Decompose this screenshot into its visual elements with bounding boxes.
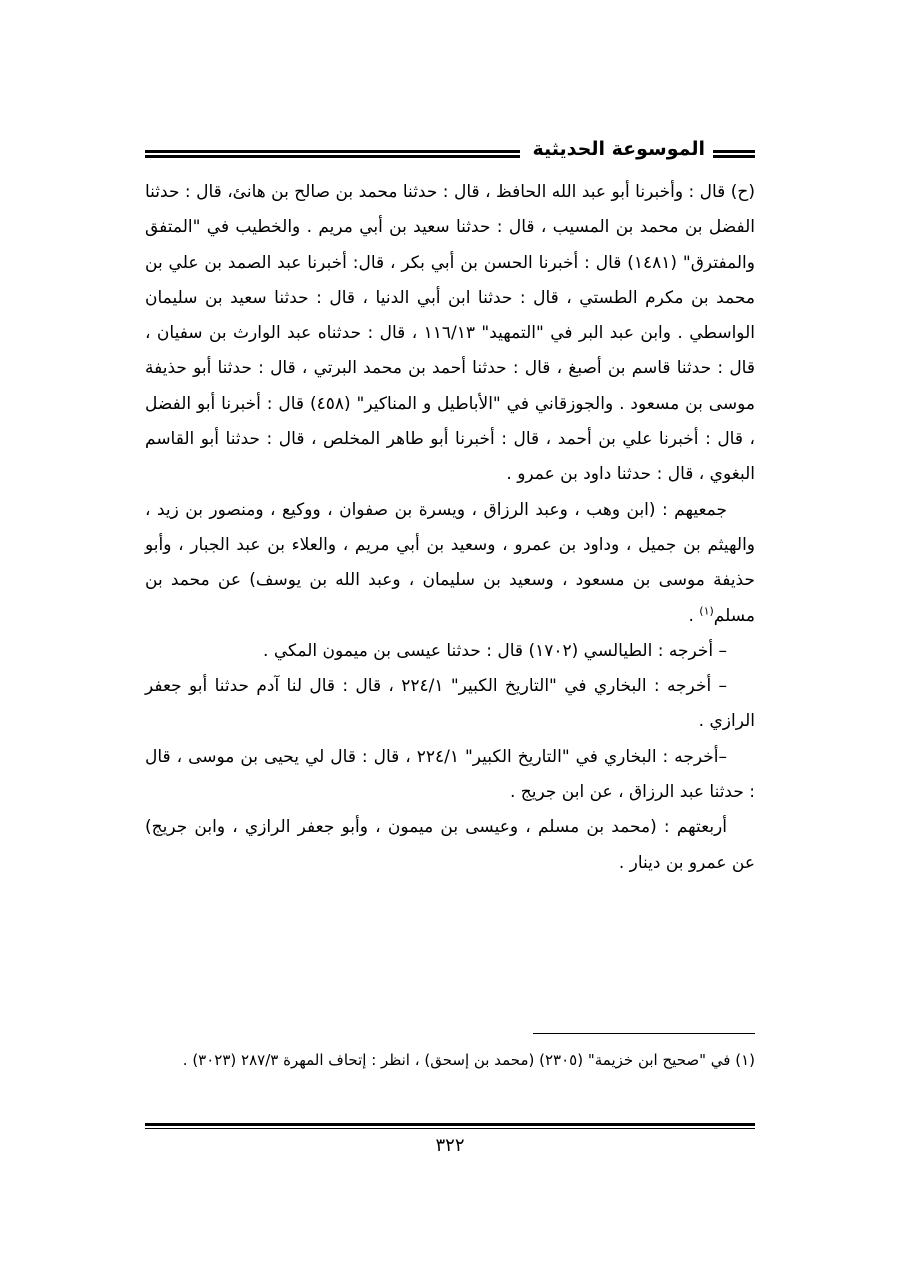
footnote-separator	[533, 1033, 755, 1034]
paragraph-narrators-text: جمعيهم : (ابن وهب ، وعبد الرزاق ، ويسرة بن صفوان ، ووكيع ، ومنصور بن زيد ، والهيثم بن جميل ، وداود بن عمرو ، وسعيد بن أبي مريم ، والعلاء بن عبد الجبار ، وأبو حذيفة موسى بن مسعود ، وسعيد بن سليمان ، وعبد الله بن يوسف) عن محمد بن مسلم	[145, 499, 755, 626]
bottom-rule	[145, 1123, 755, 1129]
paragraph-narrators-end: .	[688, 605, 700, 626]
paragraph-four-narrators: أربعتهم : (محمد بن مسلم ، وعيسى بن ميمون ، وأبو جعفر الرازي ، وابن جريج) عن عمرو بن دينار .	[145, 817, 755, 873]
document-page	[145, 140, 755, 1190]
paragraph-takhrij-bukhari-2: –أخرجه : البخاري في "التاريخ الكبير" ٢٢٤/١ ، قال : قال لي يحيى بن موسى ، قال : حدثنا عبد الرزاق ، عن ابن جريج .	[145, 746, 755, 803]
paragraph-takhrij-bukhari-1: – أخرجه : البخاري في "التاريخ الكبير" ٢٢٤/١ ، قال : قال لنا آدم حدثنا أبو جعفر الرازي .	[145, 676, 755, 732]
header-title: الموسوعة الحديثية	[532, 138, 705, 160]
footnote: (١) في "صحيح ابن خزيمة" (٢٣٠٥) (محمد بن إسحق) ، انظر : إتحاف المهرة ٢٨٧/٣ (٣٠٢٣) .	[182, 1051, 755, 1069]
header-rule-right	[713, 150, 755, 158]
paragraph-narrators-summary	[145, 493, 755, 634]
header-rule-left	[145, 150, 520, 158]
page-number: ٣٢٢	[435, 1135, 465, 1156]
running-header	[145, 140, 755, 172]
paragraph-takhrij-tayalisi: – أخرجه : الطيالسي (١٧٠٢) قال : حدثنا عيسى بن ميمون المكي .	[263, 640, 727, 661]
paragraph-isnad-chains: (ح) قال : وأخبرنا أبو عبد الله الحافظ ، قال : حدثنا محمد بن صالح بن هانئ، قال : حدثنا الفضل بن محمد بن المسيب ، قال : حدثنا سعيد بن أبي مريم . والخطيب في "المتفق والمفترق" (١٤٨١) قال : أخبرنا الحسن بن أبي بكر ، قال: أخبرنا عبد الصمد بن علي بن محمد بن مكرم الطستي ، قال : حدثنا ابن أبي الدنيا ، قال : حدثنا سعيد بن سليمان الواسطي . وابن عبد البر في "التمهيد" ١١٦/١٣ ، قال : حدثناه عبد الوارث بن سفيان ، قال : حدثنا قاسم بن أصبغ ، قال : حدثنا أحمد بن محمد البرتي ، قال : حدثنا أبو حذيفة موسى بن مسعود . والجوزقاني في "الأباطيل و المناكير" (٤٥٨) قال : أخبرنا أبو الفضل ، قال : أخبرنا علي بن أحمد ، قال : أخبرنا أبو طاهر المخلص ، قال : حدثنا أبو القاسم البغوي ، قال : حدثنا داود بن عمرو .	[145, 182, 756, 485]
footnote-marker: (١)	[699, 603, 714, 617]
body-text	[145, 175, 755, 881]
